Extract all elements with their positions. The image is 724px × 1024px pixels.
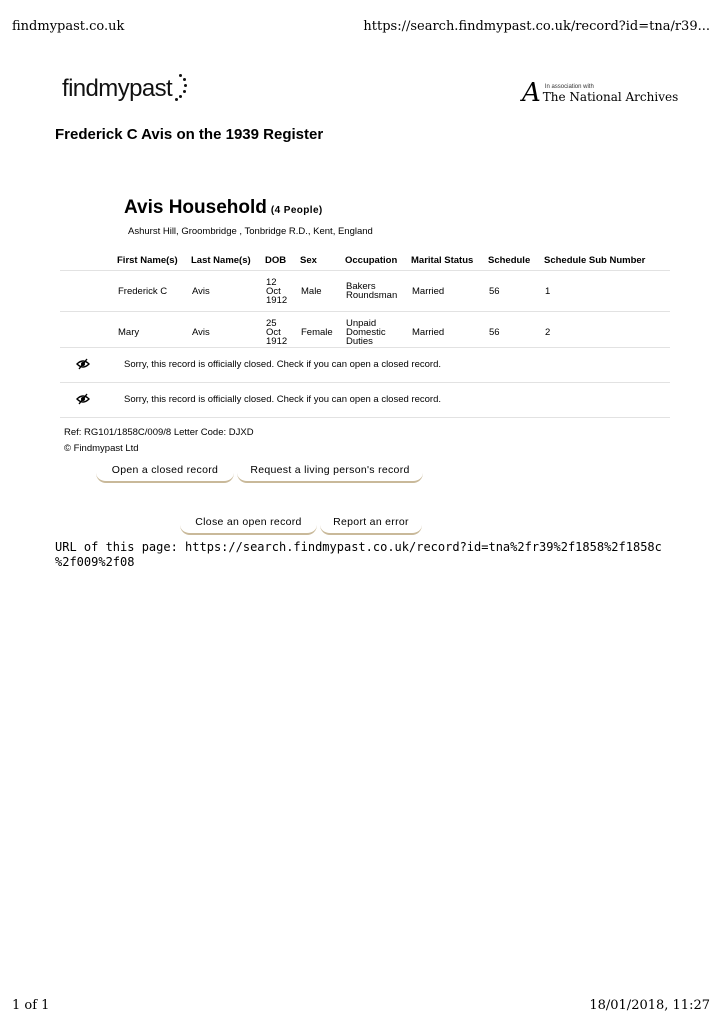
logo-text: findmypast — [62, 75, 173, 102]
col-last-name: Last Name(s) — [191, 254, 251, 266]
cell-schedule-sub: 1 — [544, 271, 670, 312]
table-header-row — [60, 250, 670, 271]
col-first-name: First Name(s) — [117, 254, 178, 266]
household-table — [60, 250, 670, 352]
closed-record-message[interactable]: Sorry, this record is officially closed. Check if you can open a closed record. — [124, 394, 441, 405]
household-count: (4 People) — [270, 205, 323, 216]
eye-slash-icon — [76, 358, 90, 370]
print-header-site: findmypast.co.uk — [12, 19, 125, 34]
page-title: Frederick C Avis on the 1939 Register — [55, 126, 324, 143]
col-dob: DOB — [265, 254, 287, 266]
cell-first-name: Mary — [117, 312, 191, 353]
cell-marital-status: Married — [411, 312, 488, 353]
close-open-record-button[interactable]: Close an open record — [180, 513, 317, 535]
page-url — [55, 540, 662, 570]
col-schedule: Schedule — [488, 254, 531, 266]
col-schedule-sub: Schedule Sub Number — [544, 254, 646, 266]
cell-marital-status: Married — [411, 271, 488, 312]
report-error-button[interactable]: Report an error — [320, 513, 422, 535]
page-url-line-1: URL of this page: https://search.findmypast.co.uk/record?id=tna%2fr39%2f1858%2f1858c — [55, 540, 662, 554]
cell-occupation: Unpaid Domestic Duties — [345, 312, 411, 353]
cell-sex: Male — [300, 271, 345, 312]
cell-last-name: Avis — [191, 271, 265, 312]
open-closed-record-button[interactable]: Open a closed record — [96, 461, 234, 483]
print-header-url: https://search.findmypast.co.uk/record?id=tna/r39... — [363, 19, 710, 34]
closed-record-row — [60, 347, 670, 382]
cell-schedule: 56 — [488, 271, 544, 312]
findmypast-logo[interactable] — [62, 72, 187, 106]
logo-dots-icon — [175, 72, 187, 106]
household-title: Avis Household — [124, 197, 267, 218]
eye-slash-icon — [76, 393, 90, 405]
cell-dob: 12 Oct 1912 — [265, 271, 300, 312]
cell-dob: 25 Oct 1912 — [265, 312, 300, 353]
cell-sex: Female — [300, 312, 345, 353]
record-reference: Ref: RG101/1858C/009/8 Letter Code: DJXD — [64, 427, 254, 438]
col-occupation: Occupation — [345, 254, 398, 266]
tna-name: The National Archives — [542, 90, 679, 104]
cell-schedule-sub: 2 — [544, 312, 670, 353]
closed-record-message[interactable]: Sorry, this record is officially closed. Check if you can open a closed record. — [124, 359, 441, 370]
page-url-line-2: %2f009%2f08 — [55, 555, 135, 569]
cell-schedule: 56 — [488, 312, 544, 353]
cell-first-name: Frederick C — [117, 271, 191, 312]
col-sex: Sex — [300, 254, 317, 266]
household-heading — [124, 197, 323, 219]
cell-last-name: Avis — [191, 312, 265, 353]
table-row[interactable] — [60, 312, 670, 353]
table-row[interactable] — [60, 271, 670, 312]
household-address: Ashurst Hill, Groombridge , Tonbridge R.D., Kent, England — [128, 226, 373, 237]
print-footer-datetime: 18/01/2018, 11:27 — [589, 998, 710, 1013]
tna-mark-icon: A — [522, 78, 541, 108]
copyright: © Findmypast Ltd — [64, 443, 139, 454]
closed-record-row — [60, 382, 670, 418]
request-living-record-button[interactable]: Request a living person's record — [237, 461, 423, 483]
tna-association-text: In association with — [544, 84, 594, 90]
national-archives-logo — [522, 78, 679, 108]
print-footer-page: 1 of 1 — [12, 998, 50, 1013]
col-marital-status: Marital Status — [411, 254, 474, 266]
cell-occupation: Bakers Roundsman — [345, 271, 411, 312]
